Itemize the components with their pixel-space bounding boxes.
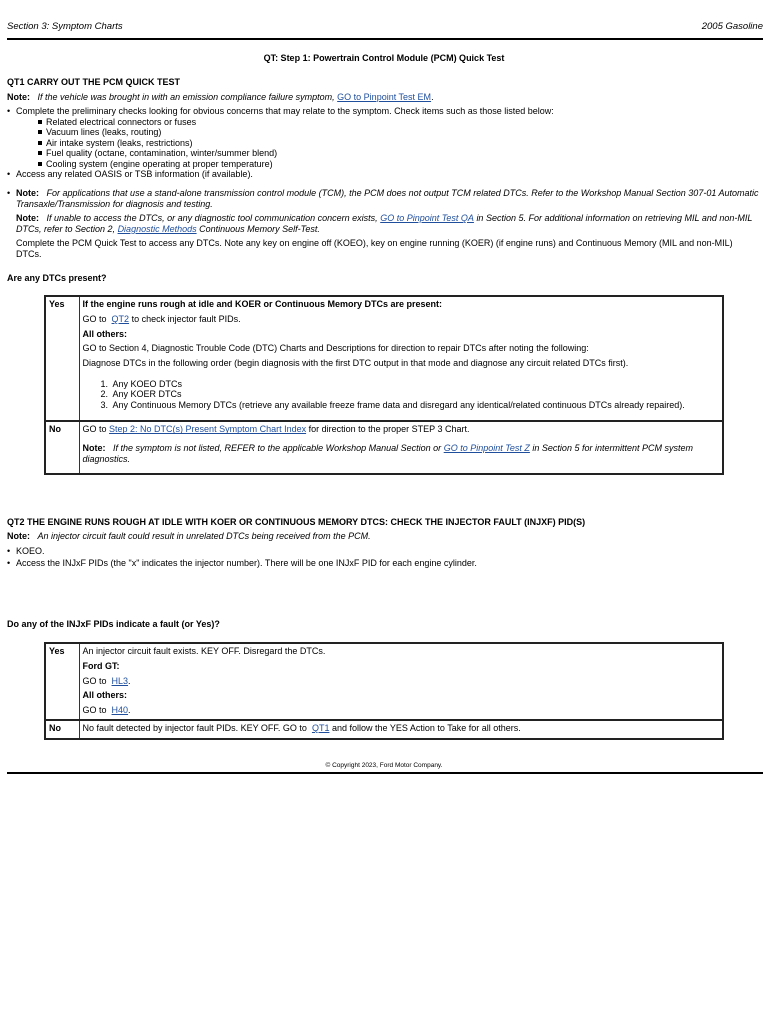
yes-action: An injector circuit fault exists. KEY OFF. Disregard the DTCs. Ford GT: GO to HL3. All others: GO to H40.	[79, 643, 723, 720]
link-h40[interactable]: H40	[111, 705, 129, 716]
list-item: • Access any related OASIS or TSB information (if available).	[7, 169, 759, 180]
qt1-dtc-note: Note: If unable to access the DTCs, or any diagnostic tool communication concern exists, GO to Pinpoint Test QA in Section 5. For additional information on retrieving MIL and non-MIL DTCs, refer to Section 2, Diagnostic Methods Continuous Memory Self-Test.	[16, 213, 753, 234]
list-item: • KOEO.	[7, 546, 759, 557]
qt1-note: Note: If the vehicle was brought in with an emission compliance failure symptom, GO to Pinpoint Test EM.	[7, 92, 434, 102]
qt1-question: Are any DTCs present?	[7, 273, 107, 283]
list-item: Vacuum lines (leaks, routing)	[38, 127, 759, 138]
list-item: 3. Any Continuous Memory DTCs (retrieve any available freeze frame data and disregard any identical/related continuous DTCs already repaired).	[100, 399, 685, 410]
no-action: No fault detected by injector fault PIDs. KEY OFF. GO to QT1 and follow the YES Action to Take for all others.	[79, 720, 723, 739]
qt2-question: Do any of the INJxF PIDs indicate a fault (or Yes)?	[7, 619, 220, 629]
no-label: No	[45, 720, 79, 739]
link-qt2[interactable]: QT2	[111, 313, 130, 324]
list-item: Fuel quality (octane, contamination, winter/summer blend)	[38, 148, 759, 159]
yes-label: Yes	[45, 296, 79, 421]
list-item: Related electrical connectors or fuses	[38, 117, 759, 128]
yes-action: If the engine runs rough at idle and KOER or Continuous Memory DTCs are present: GO to QT2 to check injector fault PIDs. All others: GO to Section 4, Diagnostic Trouble Code (DTC) Charts and Descriptions for direction to repair DTCs after noting the following: Diagnose DTCs in the following order (begin diagnosis with the first DTC output in that mode and diagnose any circuit related DTCs first). 1. Any KOEO DTCs 2. Any KOER DTCs 3. Any Continuous Memory DTCs (retrieve any available freeze frame data and disregard any identical/related continuous DTCs already repaired).	[79, 296, 723, 421]
qt2-action-table	[44, 642, 724, 740]
list-item: Air intake system (leaks, restrictions)	[38, 138, 759, 149]
copyright: © Copyright 2023, Ford Motor Company.	[325, 762, 443, 769]
link-pinpoint-em[interactable]: GO to Pinpoint Test EM	[337, 92, 432, 102]
qt2-steps	[7, 546, 759, 569]
no-label: No	[45, 421, 79, 473]
table-row	[45, 421, 723, 473]
header-model: 2005 Gasoline	[701, 21, 763, 32]
no-action: GO to Step 2: No DTC(s) Present Symptom Chart Index for direction to the proper STEP 3 Chart. Note: If the symptom is not listed, REFER to the applicable Workshop Manual Section or GO to Pinpoint Test Z in Section 5 for intermittent PCM system diagnostics.	[79, 421, 723, 473]
page-header	[7, 20, 763, 40]
yes-label: Yes	[45, 643, 79, 720]
footer-divider	[7, 772, 763, 774]
qt1-checklist	[7, 106, 759, 180]
page-title: QT: Step 1: Powertrain Control Module (PCM) Quick Test	[263, 53, 505, 63]
link-pinpoint-z[interactable]: GO to Pinpoint Test Z	[443, 443, 530, 454]
list-item: • Note: For applications that use a stand-alone transmission control module (TCM), the PCM does not output TCM related DTCs. Refer to the Workshop Manual Section 307-01 Automatic Transaxle/Transmission for diagnosis and testing.	[7, 188, 759, 210]
qt2-heading: QT2 THE ENGINE RUNS ROUGH AT IDLE WITH KOER OR CONTINUOUS MEMORY DTCS: CHECK THE INJECTOR FAULT (INJXF) PID(S)	[7, 517, 586, 527]
qt1-instruction: Complete the PCM Quick Test to access any DTCs. Note any key on engine off (KOEO), key on engine running (KOER) (if engine runs) and Continuous Memory (MIL and non-MIL) DTCs.	[16, 238, 733, 259]
link-step2-index[interactable]: Step 2: No DTC(s) Present Symptom Chart Index	[109, 424, 307, 435]
link-hl3[interactable]: HL3	[111, 675, 129, 686]
qt2-note: Note: An injector circuit fault could result in unrelated DTCs being received from the PCM.	[7, 531, 371, 541]
list-item: Cooling system (engine operating at proper temperature)	[38, 159, 759, 170]
list-item: 2. Any KOER DTCs	[100, 389, 182, 400]
qt1-action-table	[44, 295, 724, 475]
qt1-tcm-note	[7, 188, 759, 210]
link-pinpoint-qa[interactable]: GO to Pinpoint Test QA	[380, 213, 474, 223]
link-qt1[interactable]: QT1	[311, 722, 330, 733]
list-item: • Access the INJxF PIDs (the "x" indicates the injector number). There will be one INJxF PID for each engine cylinder.	[7, 558, 759, 569]
table-row	[45, 643, 723, 720]
dtc-order-list	[100, 378, 720, 411]
qt1-heading: QT1 CARRY OUT THE PCM QUICK TEST	[7, 77, 181, 87]
link-diagnostic-methods[interactable]: Diagnostic Methods	[117, 223, 197, 234]
table-row	[45, 296, 723, 421]
table-row	[45, 720, 723, 739]
list-item: • Complete the preliminary checks looking for obvious concerns that may relate to the symptom. Check items such as those listed below: Related electrical connectors or fuses Vacuum lines (leaks, routing) Air intake system (leaks, restrictions) Fuel quality (octane, contamination, winter/summer blend) Cooling system (engine operating at proper temperature)	[7, 106, 759, 169]
header-section: Section 3: Symptom Charts	[7, 21, 123, 32]
list-item: 1. Any KOEO DTCs	[100, 378, 183, 389]
